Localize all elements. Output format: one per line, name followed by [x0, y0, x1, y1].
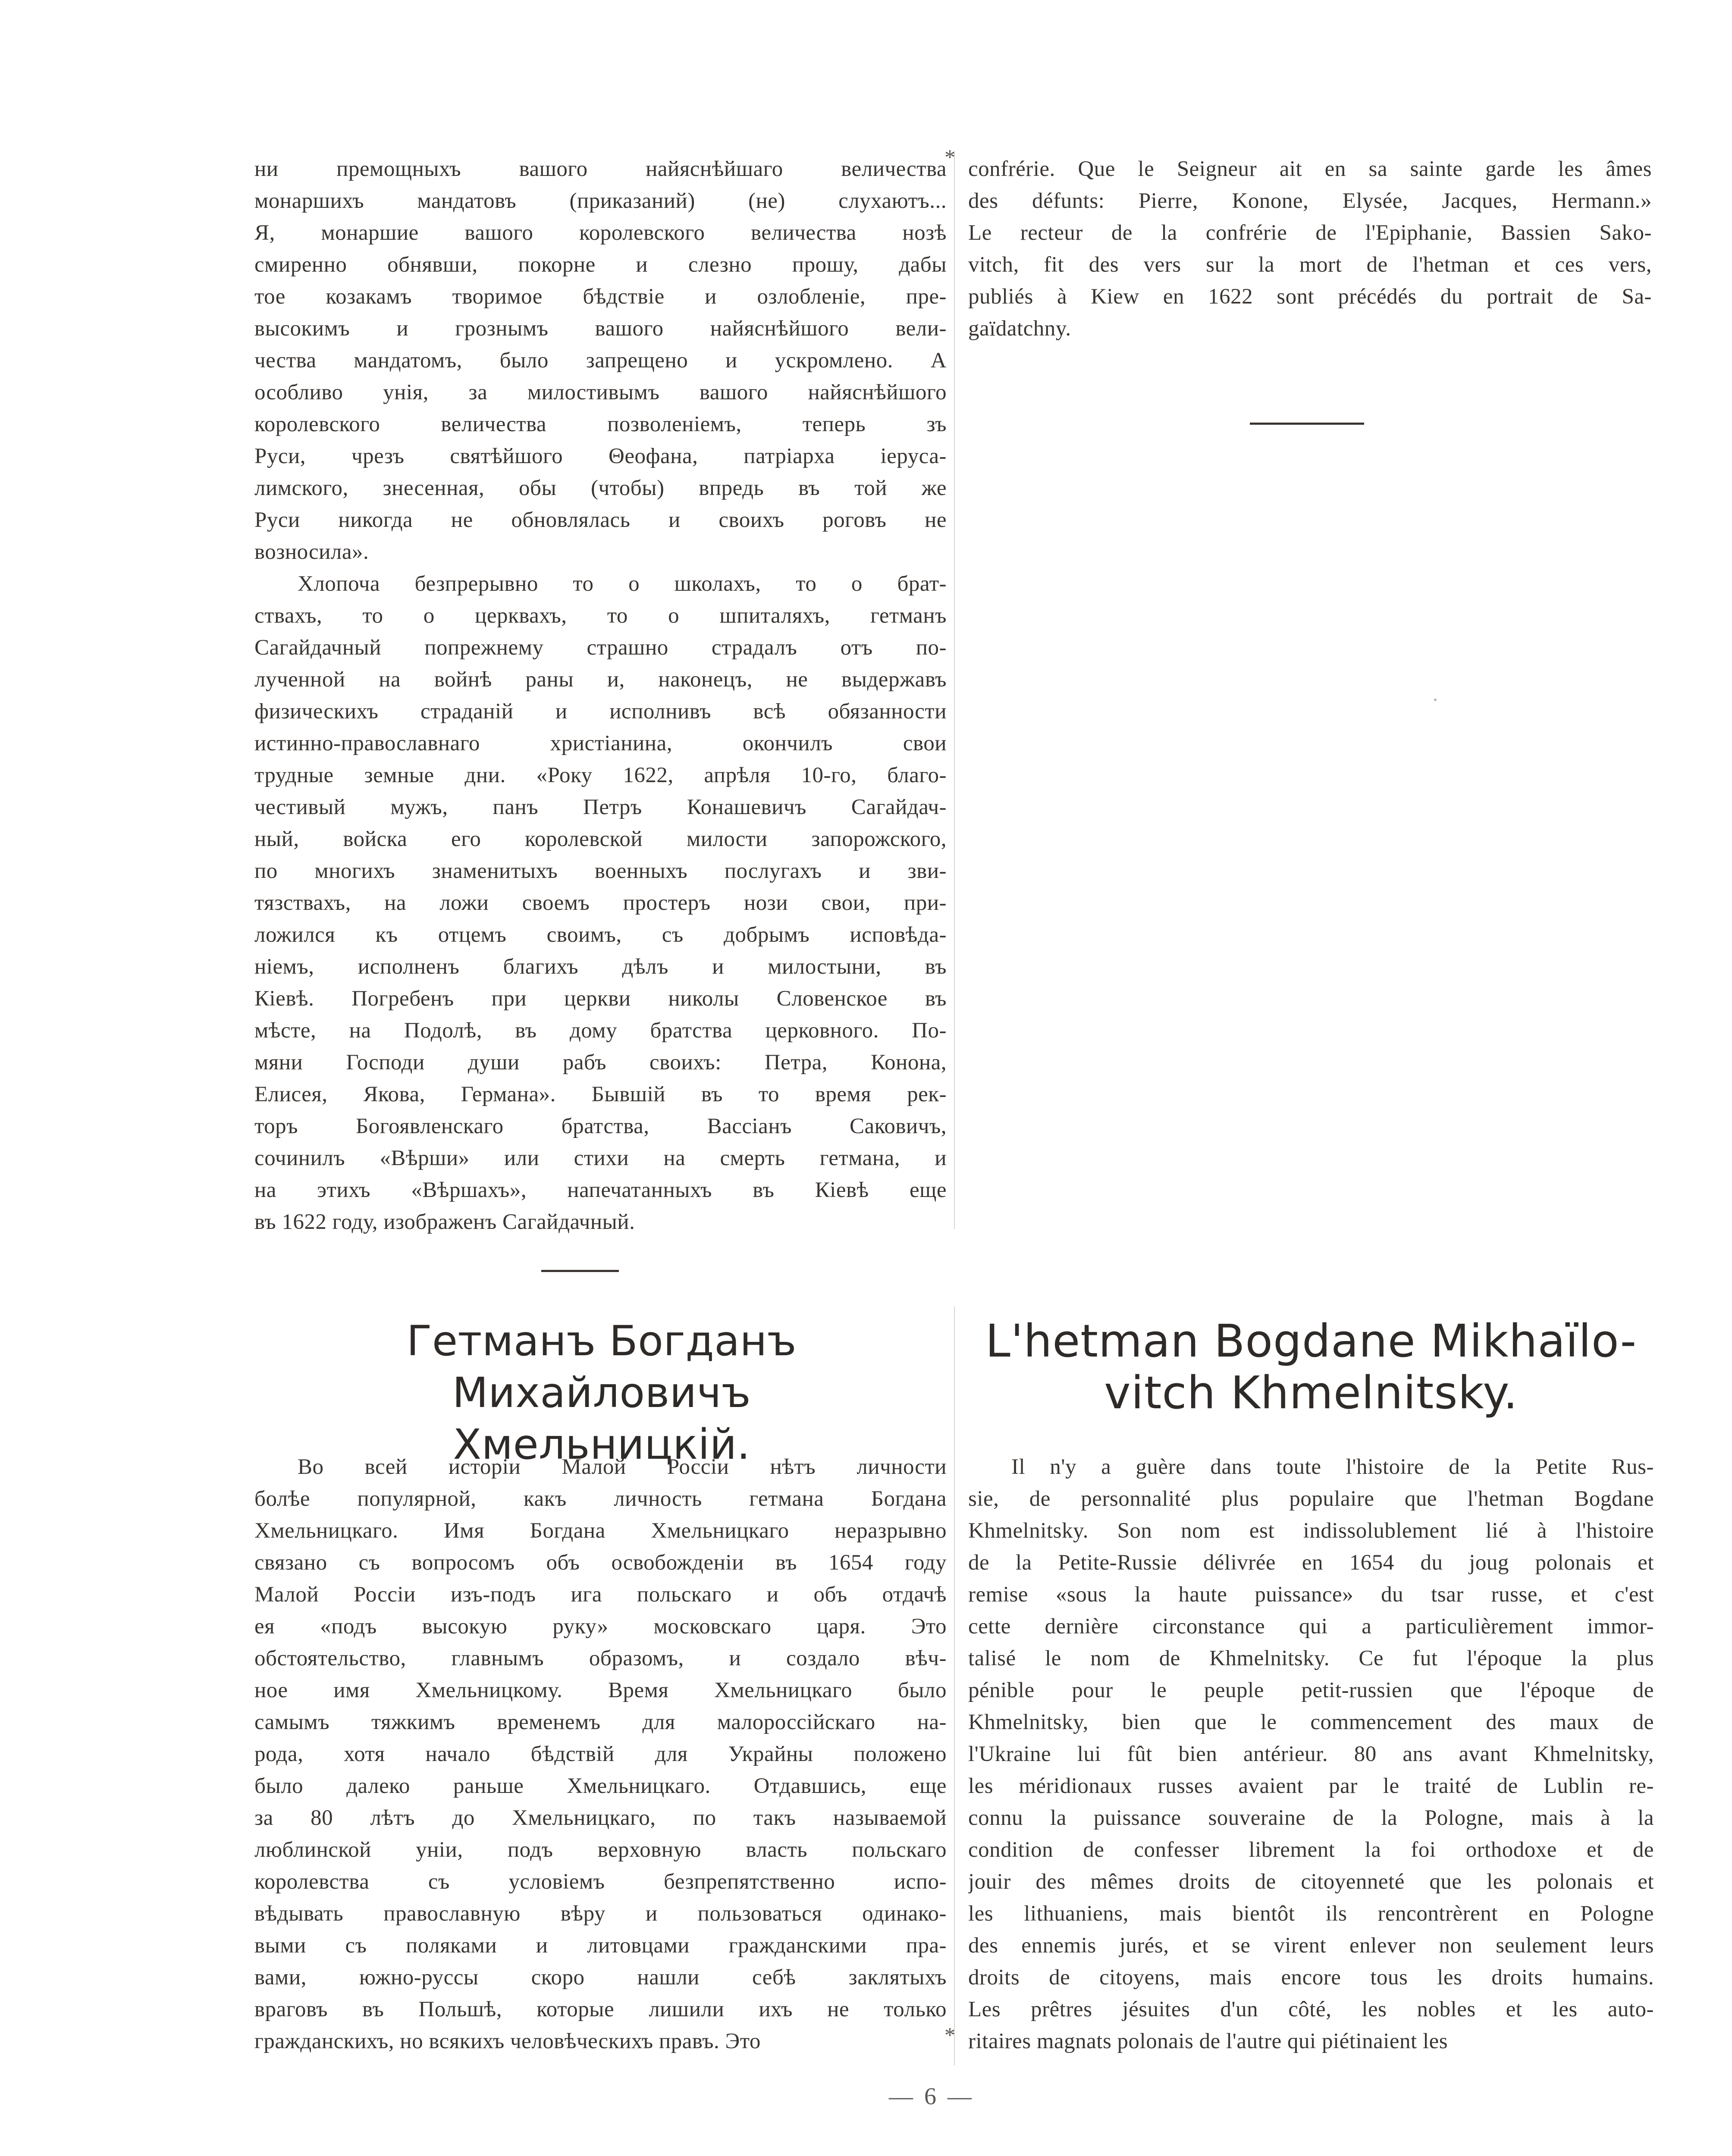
text-line: вами, южно-руссы скоро нашли себѣ заклятыхъ: [254, 1965, 947, 1990]
text-line: l'Ukraine lui fût bien antérieur. 80 ans avant Khmelnitsky,: [968, 1742, 1654, 1766]
text-line: Les prêtres jésuites d'un côté, les nobles et les auto-: [968, 1997, 1654, 2021]
text-line: Сагайдачный попрежнему страшно страдалъ отъ по-: [254, 636, 947, 660]
text-line: les méridionaux russes avaient par le traité de Lublin re-: [968, 1774, 1654, 1798]
text-line: connu la puissance souveraine de la Pologne, mais à la: [968, 1806, 1654, 1830]
text-line: remise «sous la haute puissance» du tsar russe, et c'est: [968, 1583, 1654, 1607]
russian-heading-line-1: Гетманъ Богданъ Михайловичъ: [406, 1317, 797, 1417]
text-line: Khmelnitsky. Son nom est indissolublement lié à l'histoire: [968, 1519, 1654, 1543]
section-rule: [1250, 423, 1364, 425]
paragraph: [254, 1451, 947, 2057]
text-line: вѣдывать православную вѣру и пользоваться одинако-: [254, 1902, 947, 1926]
text-line: vitch, fit des vers sur la mort de l'hetman et ces vers,: [968, 253, 1652, 277]
text-line: смиренно обнявши, покорне и слезно прошу, дабы: [254, 253, 947, 277]
russian-heading-line-2: Хмельницкій.: [453, 1420, 750, 1469]
asterisk-mark: *: [944, 2023, 955, 2047]
text-line: сочинилъ «Вѣрши» или стихи на смерть гетмана, и: [254, 1146, 947, 1170]
text-line: pénible pour le peuple petit-russien que l'époque de: [968, 1678, 1654, 1702]
text-line: высокимъ и грознымъ вашого найяснѣйшого вели-: [254, 317, 947, 341]
text-line: самымъ тяжкимъ временемъ для малороссійскаго на-: [254, 1710, 947, 1734]
paragraph: [254, 568, 947, 1238]
text-line: Руси никогда не обновлялась и своихъ роговъ не: [254, 508, 947, 532]
russian-heading: [254, 1315, 949, 1470]
text-line: de la Petite-Russie délivrée en 1654 du joug polonais et: [968, 1551, 1654, 1575]
text-line: трудные земные дни. «Року 1622, апрѣля 10-го, благо-: [254, 763, 947, 787]
paper-speck: [1434, 699, 1437, 701]
text-line: ствахъ, то о церквахъ, то о шпиталяхъ, гетманъ: [254, 604, 947, 628]
text-line: confrérie. Que le Seigneur ait en sa sainte garde les âmes: [968, 157, 1652, 181]
text-line: враговъ въ Польшѣ, которые лишили ихъ не только: [254, 1997, 947, 2021]
text-line: Руси, чрезъ святѣйшого Θеофана, патріарха іеруса-: [254, 444, 947, 468]
french-heading-line-1: L'hetman Bogdane Mikhaïlo-: [985, 1315, 1637, 1367]
paragraph: [254, 153, 947, 568]
text-line: Я, монаршие вашого королевского величества нозѣ: [254, 221, 947, 245]
text-line: talisé le nom de Khmelnitsky. Ce fut l'époque la plus: [968, 1646, 1654, 1670]
text-line: ни премощныхъ вашого найяснѣйшаго величества: [254, 157, 947, 181]
column-divider: [954, 1307, 955, 2065]
text-line: jouir des mêmes droits de citoyenneté que les polonais et: [968, 1870, 1654, 1894]
text-line: обстоятельство, главнымъ образомъ, и создало вѣч-: [254, 1646, 947, 1670]
text-line: condition de confesser librement la foi orthodoxe et de: [968, 1838, 1654, 1862]
text-line: Во всей исторіи Малой Россіи нѣтъ личности: [298, 1455, 947, 1479]
text-line: ritaires magnats polonais de l'autre qui piétinaient les: [968, 2029, 1448, 2053]
text-line: Малой Россіи изъ-подъ ига польскаго и объ отдачѣ: [254, 1583, 947, 1607]
text-line: ный, войска его королевской милости запорожского,: [254, 827, 947, 851]
text-line: королевства съ условіемъ безпрепятственно испо-: [254, 1870, 947, 1894]
text-line: gaïdatchny.: [968, 317, 1071, 341]
text-line: особливо унія, за милостивымъ вашого найяснѣйшого: [254, 380, 947, 404]
text-line: тязствахъ, на ложи своемъ простеръ нози свои, при-: [254, 891, 947, 915]
text-line: Кіевѣ. Погребенъ при церкви николы Словенское въ: [254, 987, 947, 1011]
french-heading: [966, 1315, 1656, 1419]
column-divider: [954, 151, 955, 1229]
text-line: ея «подъ высокую руку» московскаго царя. Это: [254, 1614, 947, 1639]
text-line: droits de citoyens, mais encore tous les droits humains.: [968, 1965, 1654, 1990]
text-line: было далеко раньше Хмельницкаго. Отдавшись, еще: [254, 1774, 947, 1798]
text-line: на этихъ «Вѣршахъ», напечатанныхъ въ Кіевѣ еще: [254, 1178, 947, 1202]
text-line: des ennemis jurés, et se virent enlever non seulement leurs: [968, 1934, 1654, 1958]
text-line: мѣсте, на Подолѣ, въ дому братства церковного. По-: [254, 1018, 947, 1043]
text-line: лимского, знесенная, обы (чтобы) впредь въ той же: [254, 476, 947, 500]
text-line: ніемъ, исполненъ благихъ дѣлъ и милостыни, въ: [254, 955, 947, 979]
section-rule: [541, 1270, 619, 1272]
paragraph: [968, 1451, 1654, 2057]
text-line: честивый мужъ, панъ Петръ Конашевичъ Сагайдач-: [254, 795, 947, 819]
french-column-top: [968, 153, 1652, 345]
asterisk-mark: *: [944, 145, 955, 169]
text-line: чества мандатомъ, было запрещено и ускромлено. А: [254, 348, 947, 373]
text-line: Хлопоча безпрерывно то о школахъ, то о брат-: [298, 572, 947, 596]
russian-column-body: [254, 1451, 947, 2057]
french-column-body: [968, 1451, 1654, 2057]
text-line: Il n'y a guère dans toute l'histoire de la Petite Rus-: [1011, 1455, 1654, 1479]
text-line: тое козакамъ творимое бѣдствіе и озлобленіе, пре-: [254, 285, 947, 309]
text-line: за 80 лѣтъ до Хмельницкаго, по такъ называемой: [254, 1806, 947, 1830]
text-line: выми съ поляками и литовцами гражданскими пра-: [254, 1934, 947, 1958]
text-line: истинно-православнаго христіанина, окончилъ свои: [254, 731, 947, 755]
text-line: cette dernière circonstance qui a particulièrement immor-: [968, 1614, 1654, 1639]
text-line: торъ Богоявленскаго братства, Вассіанъ Саковичъ,: [254, 1114, 947, 1138]
text-line: лученной на войнѣ раны и, наконецъ, не выдержавъ: [254, 667, 947, 692]
text-line: монаршихъ мандатовъ (приказаний) (не) слухаютъ...: [254, 189, 947, 213]
text-line: sie, de personnalité plus populaire que l'hetman Bogdane: [968, 1487, 1654, 1511]
text-line: Le recteur de la confrérie de l'Epiphanie, Bassien Sako-: [968, 221, 1652, 245]
text-line: мяни Господи души рабъ своихъ: Петра, Конона,: [254, 1050, 947, 1075]
text-line: болѣе популярной, какъ личность гетмана Богдана: [254, 1487, 947, 1511]
text-line: рода, хотя начало бѣдствій для Украйны положено: [254, 1742, 947, 1766]
text-line: Khmelnitsky, bien que le commencement des maux de: [968, 1710, 1654, 1734]
text-line: Елисея, Якова, Германа». Бывшій въ то время рек-: [254, 1082, 947, 1106]
text-line: по многихъ знаменитыхъ военныхъ послугахъ и зви-: [254, 859, 947, 883]
text-line: ное имя Хмельницкому. Время Хмельницкаго было: [254, 1678, 947, 1702]
paragraph: [968, 153, 1652, 345]
text-line: des défunts: Pierre, Konone, Elysée, Jacques, Hermann.»: [968, 189, 1652, 213]
text-line: гражданскихъ, но всякихъ человѣческихъ правъ. Это: [254, 2029, 761, 2053]
text-line: ложился къ отцемъ своимъ, съ добрымъ исповѣда-: [254, 923, 947, 947]
text-line: publiés à Kiew en 1622 sont précédés du portrait de Sa-: [968, 285, 1652, 309]
text-line: возносила».: [254, 540, 369, 564]
text-line: въ 1622 году, изображенъ Сагайдачный.: [254, 1210, 635, 1234]
french-heading-line-2: vitch Khmelnitsky.: [1104, 1366, 1518, 1419]
page-number: — 6 —: [889, 2083, 974, 2110]
text-line: физическихъ страданій и исполнивъ всѣ обязанности: [254, 699, 947, 724]
russian-column-top: [254, 153, 947, 1238]
text-line: люблинской уніи, подъ верховную власть польскаго: [254, 1838, 947, 1862]
text-line: королевского величества позволеніемъ, теперь зъ: [254, 412, 947, 436]
text-line: Хмельницкаго. Имя Богдана Хмельницкаго неразрывно: [254, 1519, 947, 1543]
text-line: les lithuaniens, mais bientôt ils rencontrèrent en Pologne: [968, 1902, 1654, 1926]
text-line: связано съ вопросомъ объ освобожденіи въ 1654 году: [254, 1551, 947, 1575]
